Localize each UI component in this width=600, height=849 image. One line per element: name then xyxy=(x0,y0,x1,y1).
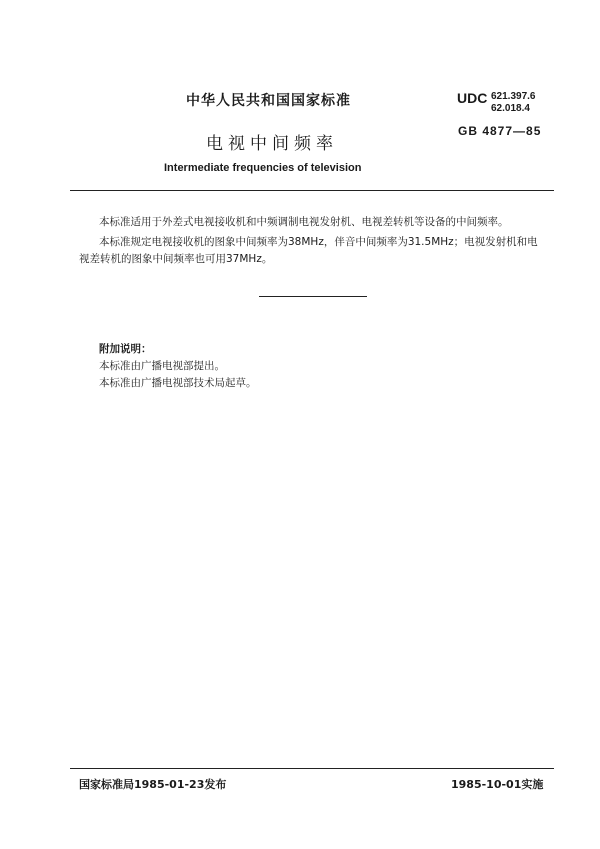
issuing-body-heading: 中华人民共和国国家标准 xyxy=(186,93,351,109)
document-title-english: Intermediate frequencies of television xyxy=(164,162,362,174)
effective-date: 1985-10-01实施 xyxy=(451,778,544,791)
udc-label: UDC xyxy=(457,90,488,106)
additional-note-drafter: 本标准由广播电视部技术局起草。 xyxy=(99,377,257,389)
specification-paragraph-line-2: 视差转机的图象中间频率也可用37MHz。 xyxy=(79,253,273,265)
footer-divider xyxy=(70,768,554,769)
specification-paragraph-line-1: 本标准规定电视接收机的图象中间频率为38MHz，伴音中间频率为31.5MHz；电视发射机和电 xyxy=(99,236,538,248)
document-title-chinese: 电视中间频率 xyxy=(206,134,338,154)
scope-paragraph: 本标准适用于外差式电视接收机和中频调制电视发射机、电视差转机等设备的中间频率。 xyxy=(99,216,509,228)
header-divider xyxy=(70,190,554,191)
end-of-text-rule xyxy=(259,296,367,297)
issue-date: 国家标准局1985-01-23发布 xyxy=(79,778,227,791)
additional-notes-heading: 附加说明： xyxy=(99,343,152,355)
standard-number: GB 4877—85 xyxy=(458,124,542,138)
udc-code-primary: 621.397.6 xyxy=(491,91,536,102)
additional-note-proposer: 本标准由广播电视部提出。 xyxy=(99,360,225,372)
udc-code-secondary: 62.018.4 xyxy=(491,103,530,114)
